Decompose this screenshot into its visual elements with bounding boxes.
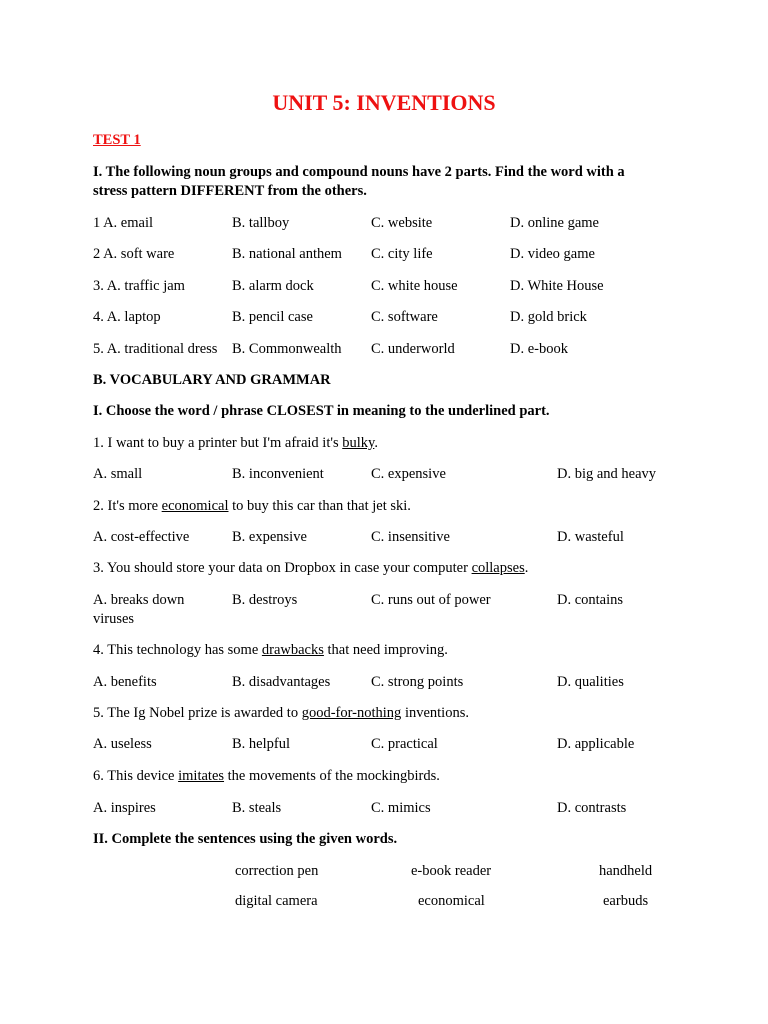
vocab-q2-option-c: C. insensitive xyxy=(371,529,450,545)
section-b-heading: B. VOCABULARY AND GRAMMAR xyxy=(93,372,331,388)
q3-option-a: 3. A. traffic jam xyxy=(93,278,185,294)
q3-option-b: B. alarm dock xyxy=(232,278,314,294)
section-ii-instruction: II. Complete the sentences using the given words. xyxy=(93,831,398,847)
page-title: UNIT 5: INVENTIONS xyxy=(272,90,496,115)
vocab-q1-option-b: B. inconvenient xyxy=(232,466,324,482)
vocab-q6-option-d: D. contrasts xyxy=(557,800,627,816)
word-bank-item: correction pen xyxy=(235,863,319,879)
vocab-q1-option-c: C. expensive xyxy=(371,466,446,482)
q4-option-a: 4. A. laptop xyxy=(93,309,161,325)
vocab-q4-option-b: B. disadvantages xyxy=(232,674,331,690)
vocab-q1-option-d: D. big and heavy xyxy=(557,466,657,482)
vocab-q4-option-c: C. strong points xyxy=(371,674,464,690)
vocab-q6-option-a: A. inspires xyxy=(93,800,156,816)
vocab-q5-option-b: B. helpful xyxy=(232,736,290,752)
vocab-q6-option-c: C. mimics xyxy=(371,800,431,816)
section1-instruction-line1: I. The following noun groups and compound nouns have 2 parts. Find the word with a xyxy=(93,164,625,180)
q2-option-d: D. video game xyxy=(510,246,595,262)
q2-option-b: B. national anthem xyxy=(232,246,342,262)
q3-option-c: C. white house xyxy=(371,278,458,294)
vocab-q5-option-d: D. applicable xyxy=(557,736,635,752)
word-bank-item: handheld xyxy=(599,863,653,879)
underlined-word: drawbacks xyxy=(261,642,324,658)
vocab-q3-option-d: D. contains xyxy=(557,592,624,608)
word-bank-item: e-book reader xyxy=(411,863,492,879)
word-bank-item: earbuds xyxy=(603,893,649,909)
vocab-q1-stem: 1. I want to buy a printer but I'm afraid it's bulky. xyxy=(93,435,378,451)
q1-option-a: 1 A. email xyxy=(93,215,154,231)
q1-option-d: D. online game xyxy=(510,215,599,231)
underlined-word: collapses xyxy=(471,560,525,576)
vocab-q5-option-c: C. practical xyxy=(371,736,438,752)
vocab-q3-option-a: A. breaks down xyxy=(93,592,185,608)
section-b-instruction: I. Choose the word / phrase CLOSEST in meaning to the underlined part. xyxy=(93,403,550,419)
section1-instruction-line2: stress pattern DIFFERENT from the others. xyxy=(93,183,367,199)
q2-option-c: C. city life xyxy=(371,246,433,262)
vocab-q4-option-a: A. benefits xyxy=(93,674,157,690)
q5-option-c: C. underworld xyxy=(371,341,455,357)
q1-option-b: B. tallboy xyxy=(232,215,290,231)
vocab-q2-option-b: B. expensive xyxy=(232,529,307,545)
q4-option-d: D. gold brick xyxy=(510,309,587,325)
vocab-q3-option-b: B. destroys xyxy=(232,592,298,608)
test-heading: TEST 1 xyxy=(93,132,141,148)
vocab-q6-stem: 6. This device imitates the movements of the mockingbirds. xyxy=(93,768,440,784)
word-bank-item: digital camera xyxy=(235,893,318,909)
q4-option-b: B. pencil case xyxy=(232,309,313,325)
underlined-word: bulky xyxy=(342,435,375,451)
q3-option-d: D. White House xyxy=(510,278,604,294)
underlined-word: economical xyxy=(161,498,229,514)
vocab-q4-option-d: D. qualities xyxy=(557,674,624,690)
vocab-q4-stem: 4. This technology has some drawbacks that need improving. xyxy=(93,642,448,658)
vocab-q6-option-b: B. steals xyxy=(232,800,282,816)
vocab-q2-option-d: D. wasteful xyxy=(557,529,624,545)
q4-option-c: C. software xyxy=(371,309,438,325)
vocab-q2-option-a: A. cost-effective xyxy=(93,529,190,545)
vocab-q3-option-c: C. runs out of power xyxy=(371,592,491,608)
word-bank-item: economical xyxy=(418,893,485,909)
q5-option-b: B. Commonwealth xyxy=(232,341,342,357)
q5-option-a: 5. A. traditional dress xyxy=(93,341,218,357)
vocab-q2-stem: 2. It's more economical to buy this car than that jet ski. xyxy=(93,498,411,514)
q1-option-c: C. website xyxy=(371,215,433,231)
vocab-q1-option-a: A. small xyxy=(93,466,143,482)
q5-option-d: D. e-book xyxy=(510,341,568,357)
q2-option-a: 2 A. soft ware xyxy=(93,246,175,262)
vocab-q3-stem: 3. You should store your data on Dropbox in case your computer collapses. xyxy=(93,560,529,576)
vocab-q5-option-a: A. useless xyxy=(93,736,152,752)
underlined-word: good-for-nothing xyxy=(301,705,402,721)
vocab-q3-option-a-continued: viruses xyxy=(93,611,135,627)
vocab-q5-stem: 5. The Ig Nobel prize is awarded to good-for-nothing inventions. xyxy=(93,705,469,721)
underlined-word: imitates xyxy=(178,768,225,784)
